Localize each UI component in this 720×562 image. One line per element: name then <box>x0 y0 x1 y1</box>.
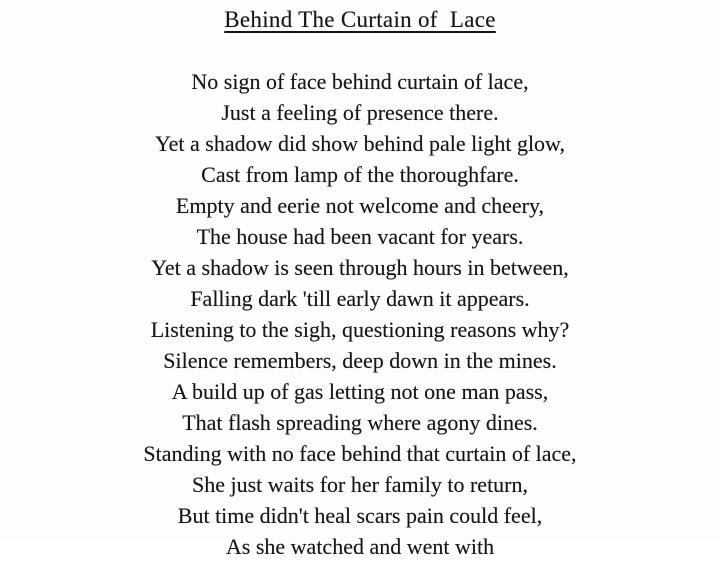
title-gap <box>0 35 720 66</box>
poem-line: A build up of gas letting not one man pass, <box>171 379 549 404</box>
poem-line: Empty and eerie not welcome and cheery, <box>175 193 545 218</box>
poem-title: Behind The Curtain of Lace <box>224 7 496 32</box>
poem-body <box>0 66 720 562</box>
poem-line: Yet a shadow is seen through hours in between, <box>151 255 569 280</box>
poem-line: No sign of face behind curtain of lace, <box>191 69 529 94</box>
poem-line: Just a feeling of presence there. <box>221 100 499 125</box>
poem-line: But time didn't heal scars pain could feel, <box>177 503 543 528</box>
poem-line: Cast from lamp of the thoroughfare. <box>201 162 519 187</box>
poem-line: Falling dark 'till early dawn it appears. <box>190 286 530 311</box>
poem-line: Standing with no face behind that curtain of lace, <box>143 441 577 466</box>
poem-line: Silence remembers, deep down in the mines. <box>163 348 557 373</box>
poem-line: As she watched and went with <box>225 534 495 559</box>
poem-line: She just waits for her family to return, <box>191 472 529 497</box>
poem-line: Yet a shadow did show behind pale light glow, <box>154 131 566 156</box>
poem-line: That flash spreading where agony dines. <box>182 410 538 435</box>
poem-line: Listening to the sigh, questioning reasons why? <box>150 317 570 342</box>
poem-line: The house had been vacant for years. <box>196 224 524 249</box>
